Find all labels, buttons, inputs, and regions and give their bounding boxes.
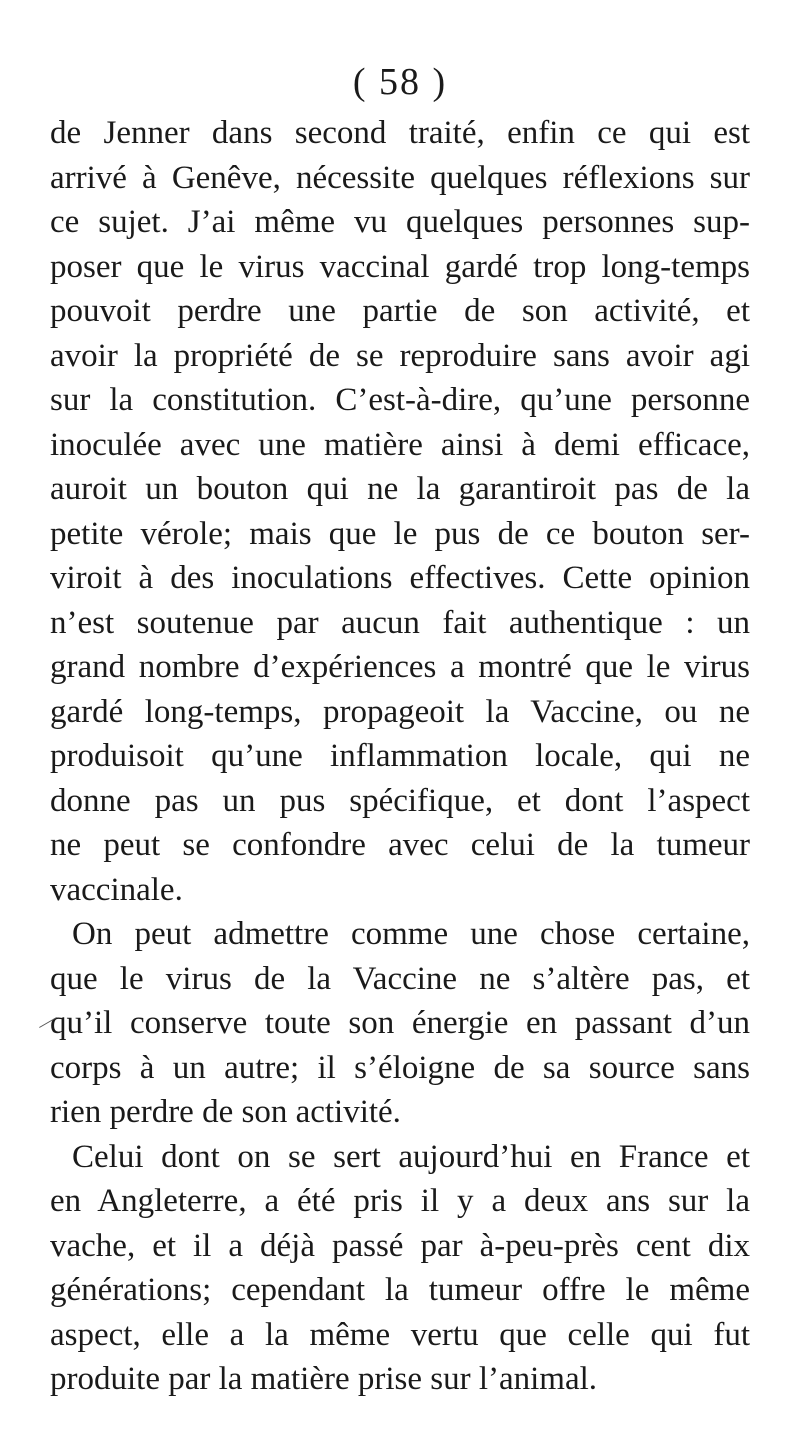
paragraph-end-line: produite par la matière prise sur l’animal. xyxy=(50,1361,598,1397)
text-line: n’est soutenue par aucun fait authentique : un xyxy=(50,604,750,641)
text-line: arrivé à Genêve, nécessite quelques réflexions sur xyxy=(50,159,750,196)
text-line: générations; cependant la tumeur offre le même xyxy=(50,1272,750,1308)
text-line: donne pas un pus spécifique, et dont l’aspect xyxy=(50,782,750,819)
text-line: grand nombre d’expériences a montré que le virus xyxy=(50,649,750,685)
text-line: pouvoit perdre une partie de son activité, et xyxy=(50,293,750,329)
text-line: produisoit qu’une inflammation locale, qui ne xyxy=(50,738,750,774)
body-text xyxy=(50,111,750,1402)
text-line: ce sujet. J’ai même vu quelques personnes sup- xyxy=(50,204,750,240)
paragraph-end-line: vaccinale. xyxy=(50,871,183,908)
text-line: en Angleterre, a été pris il y a deux ans sur la xyxy=(50,1183,750,1219)
text-line: qu’il conserve toute son énergie en passant d’un xyxy=(50,1005,750,1041)
paragraph-start-line: On peut admettre comme une chose certaine, xyxy=(72,916,750,952)
text-line: poser que le virus vaccinal gardé trop long-temps xyxy=(50,248,750,285)
text-line: viroit à des inoculations effectives. Cette opinion xyxy=(50,560,750,596)
text-line: petite vérole; mais que le pus de ce bouton ser- xyxy=(50,515,750,552)
paragraph-end-line: rien perdre de son activité. xyxy=(50,1094,401,1130)
text-line: gardé long-temps, propageoit la Vaccine, ou ne xyxy=(50,693,750,730)
text-line: sur la constitution. C’est-à-dire, qu’une personne xyxy=(50,382,750,418)
paragraph-start-line: Celui dont on se sert aujourd’hui en France et xyxy=(72,1138,750,1175)
page-number: ( 58 ) xyxy=(352,61,448,103)
text-line: vache, et il a déjà passé par à-peu-près cent dix xyxy=(50,1227,750,1264)
text-line: avoir la propriété de se reproduire sans avoir agi xyxy=(50,337,750,374)
text-line: que le virus de la Vaccine ne s’altère pas, et xyxy=(50,960,750,997)
text-line: auroit un bouton qui ne la garantiroit pas de la xyxy=(50,471,750,507)
text-line: ne peut se confondre avec celui de la tumeur xyxy=(50,827,750,863)
text-line: corps à un autre; il s’éloigne de sa source sans xyxy=(50,1049,750,1086)
text-line: de Jenner dans second traité, enfin ce qui est xyxy=(50,115,750,151)
text-line: inoculée avec une matière ainsi à demi efficace, xyxy=(50,426,750,463)
text-line: aspect, elle a la même vertu que celle qui fut xyxy=(50,1316,750,1353)
